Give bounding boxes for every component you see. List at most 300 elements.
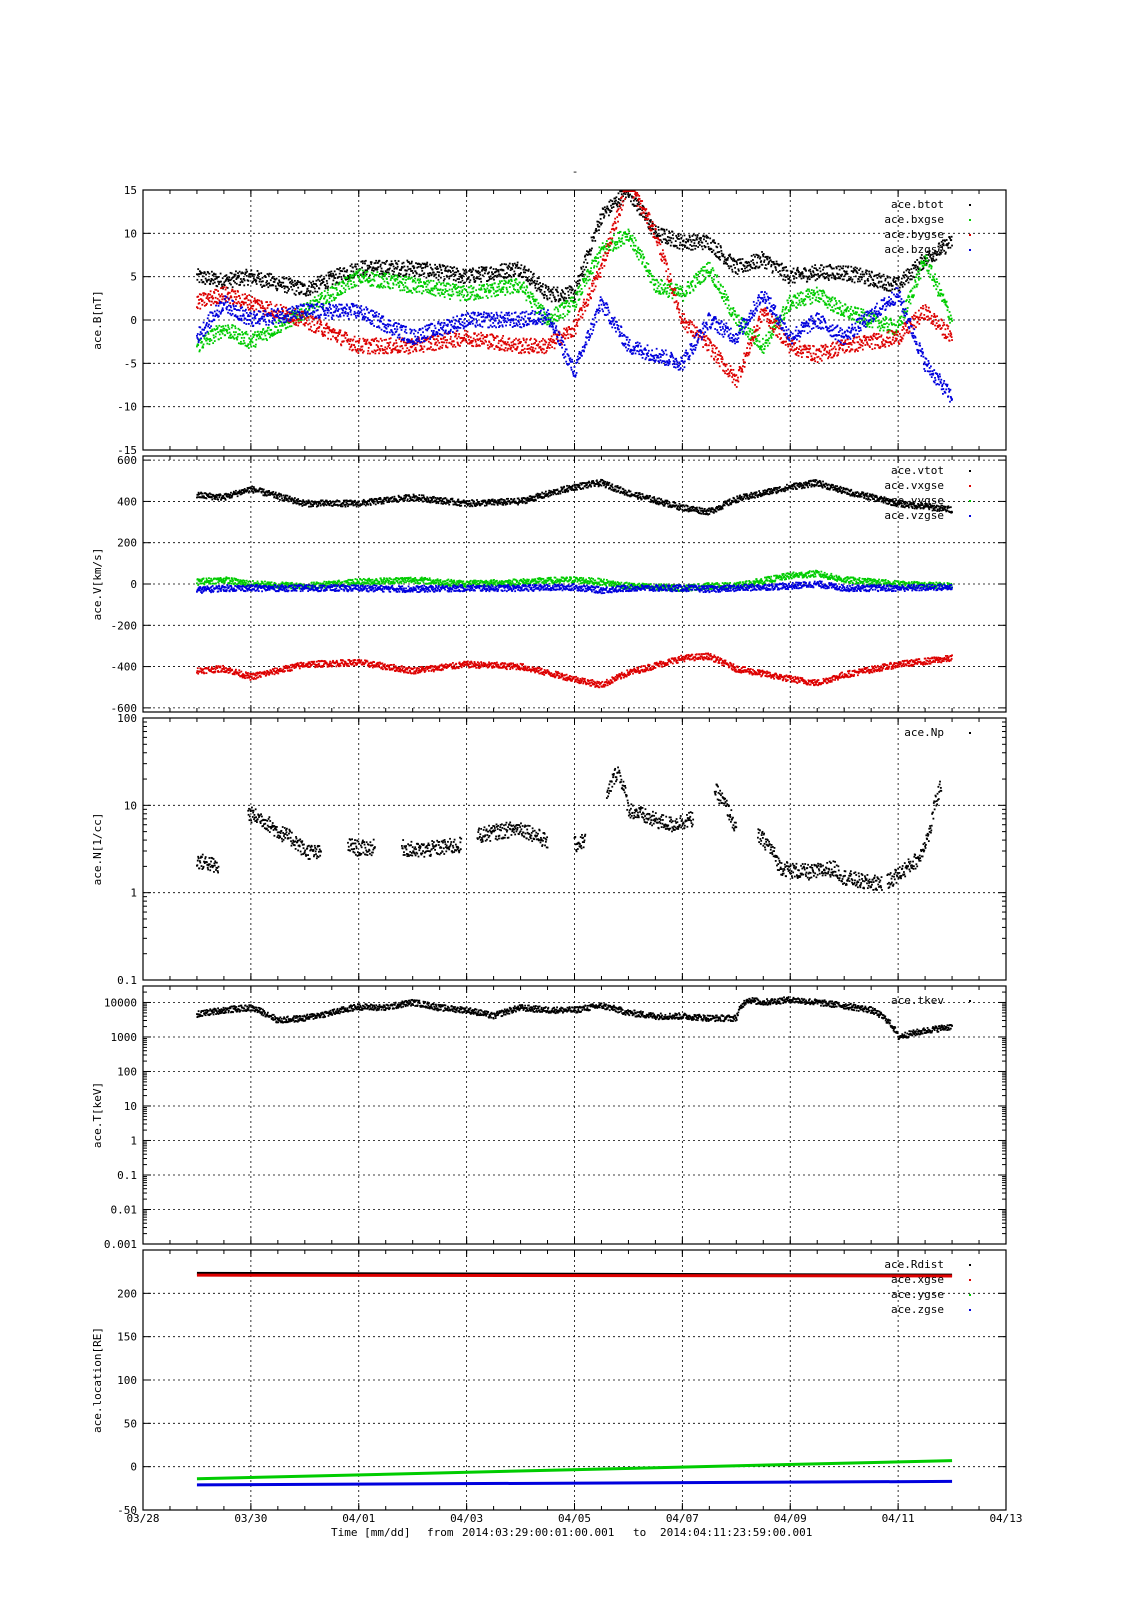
data-point (928, 266, 930, 268)
data-point (789, 282, 791, 284)
data-point (269, 301, 271, 303)
data-point (408, 268, 410, 270)
data-point (234, 296, 236, 298)
data-point (459, 290, 461, 292)
data-point (277, 283, 279, 285)
data-point (244, 293, 246, 295)
data-point (947, 306, 949, 308)
data-point (502, 335, 504, 337)
data-point (275, 321, 277, 323)
data-point (214, 329, 216, 331)
data-point (250, 302, 252, 304)
data-point (287, 312, 289, 314)
data-point (309, 323, 311, 325)
data-point (344, 291, 346, 293)
data-point (695, 245, 697, 247)
data-point (466, 271, 468, 273)
data-point (209, 283, 211, 285)
data-point (523, 338, 525, 340)
data-point (596, 230, 598, 232)
data-point (822, 269, 824, 271)
data-point (277, 288, 279, 290)
data-point (375, 260, 377, 262)
data-point (730, 265, 732, 267)
data-point (577, 314, 579, 316)
data-point (605, 259, 607, 261)
data-point (706, 335, 708, 337)
data-point (576, 322, 578, 324)
data-point (816, 287, 818, 289)
data-point (657, 226, 659, 228)
data-point (680, 322, 682, 324)
data-point (306, 292, 308, 294)
data-point (707, 243, 709, 245)
data-point (379, 350, 381, 352)
data-point (837, 312, 839, 314)
data-point (296, 314, 298, 316)
data-point (711, 269, 713, 271)
data-point (201, 272, 203, 274)
data-point (396, 342, 398, 344)
data-point (325, 295, 327, 297)
data-point (478, 333, 480, 335)
data-point (534, 285, 536, 287)
data-point (551, 346, 553, 348)
data-point (517, 284, 519, 286)
data-point (650, 281, 652, 283)
data-point (520, 341, 522, 343)
data-point (787, 300, 789, 302)
data-point (407, 266, 409, 268)
data-point (301, 291, 303, 293)
data-point (336, 289, 338, 291)
data-point (550, 314, 552, 316)
data-point (509, 263, 511, 265)
data-point (669, 273, 671, 275)
data-point (239, 284, 241, 286)
data-point (308, 285, 310, 287)
data-point (681, 289, 683, 291)
data-point (621, 193, 623, 195)
data-point (430, 288, 432, 290)
data-point (208, 279, 210, 281)
data-point (763, 253, 765, 255)
data-point (896, 284, 898, 286)
data-point (435, 295, 437, 297)
data-point (510, 347, 512, 349)
data-point (638, 201, 640, 203)
data-point (327, 326, 329, 328)
data-point (867, 278, 869, 280)
data-point (404, 351, 406, 353)
data-point (324, 331, 326, 333)
data-point (438, 342, 440, 344)
data-point (764, 345, 766, 347)
data-point (450, 336, 452, 338)
data-point (868, 315, 870, 317)
data-point (264, 285, 266, 287)
data-point (833, 274, 835, 276)
data-point (663, 229, 665, 231)
data-point (230, 334, 232, 336)
data-point (319, 280, 321, 282)
data-point (296, 316, 298, 318)
data-point (206, 343, 208, 345)
data-point (607, 243, 609, 245)
data-point (906, 275, 908, 277)
data-point (589, 287, 591, 289)
data-point (689, 322, 691, 324)
data-point (554, 309, 556, 311)
data-point (587, 280, 589, 282)
data-point (657, 282, 659, 284)
data-point (467, 294, 469, 296)
data-point (839, 277, 841, 279)
data-point (350, 280, 352, 282)
data-point (346, 334, 348, 336)
data-point (622, 201, 624, 203)
data-point (486, 295, 488, 297)
data-point (598, 226, 600, 228)
data-point (829, 298, 831, 300)
data-point (501, 288, 503, 290)
data-point (677, 302, 679, 304)
data-point (796, 297, 798, 299)
data-point (647, 263, 649, 265)
data-point (782, 279, 784, 281)
data-point (241, 337, 243, 339)
data-point (880, 327, 882, 329)
data-point (629, 194, 631, 196)
data-point (352, 286, 354, 288)
data-point (484, 272, 486, 274)
data-point (483, 285, 485, 287)
data-point (767, 259, 769, 261)
data-point (261, 302, 263, 304)
data-point (225, 289, 227, 291)
data-point (423, 346, 425, 348)
data-point (566, 331, 568, 333)
data-point (208, 293, 210, 295)
data-point (247, 307, 249, 309)
data-point (433, 288, 435, 290)
data-point (694, 248, 696, 250)
data-point (445, 285, 447, 287)
data-point (341, 285, 343, 287)
data-point (406, 350, 408, 352)
data-point (818, 277, 820, 279)
data-point (334, 329, 336, 331)
data-point (852, 318, 854, 320)
data-point (222, 277, 224, 279)
data-point (640, 257, 642, 259)
data-point (691, 321, 693, 323)
data-point (556, 307, 558, 309)
data-point (664, 283, 666, 285)
data-point (213, 302, 215, 304)
data-point (820, 298, 822, 300)
data-point (806, 276, 808, 278)
data-point (532, 347, 534, 349)
data-point (878, 320, 880, 322)
data-point (933, 279, 935, 281)
data-point (296, 282, 298, 284)
data-point (838, 300, 840, 302)
data-point (775, 267, 777, 269)
data-point (485, 341, 487, 343)
legend-label: ace.bxgse (884, 213, 944, 226)
data-point (656, 242, 658, 244)
data-point (294, 283, 296, 285)
data-point (351, 344, 353, 346)
data-point (860, 308, 862, 310)
data-point (448, 294, 450, 296)
data-point (287, 290, 289, 292)
data-point (881, 275, 883, 277)
data-point (428, 275, 430, 277)
data-point (666, 263, 668, 265)
data-point (745, 334, 747, 336)
data-point (627, 233, 629, 235)
data-point (694, 327, 696, 329)
data-point (709, 262, 711, 264)
data-point (569, 289, 571, 291)
data-point (574, 309, 576, 311)
data-point (197, 307, 199, 309)
data-point (758, 346, 760, 348)
data-point (647, 213, 649, 215)
data-point (365, 275, 367, 277)
data-point (572, 289, 574, 291)
data-point (704, 266, 706, 268)
data-point (728, 305, 730, 307)
data-point (376, 340, 378, 342)
data-point (485, 269, 487, 271)
data-point (414, 278, 416, 280)
data-point (338, 276, 340, 278)
data-point (327, 292, 329, 294)
data-point (725, 303, 727, 305)
data-point (688, 239, 690, 241)
data-point (289, 278, 291, 280)
data-point (886, 317, 888, 319)
data-point (285, 327, 287, 329)
data-point (379, 260, 381, 262)
data-point (774, 263, 776, 265)
data-point (676, 306, 678, 308)
data-point (226, 329, 228, 331)
data-point (701, 270, 703, 272)
data-point (761, 251, 763, 253)
data-point (840, 302, 842, 304)
data-point (802, 292, 804, 294)
data-point (798, 300, 800, 302)
data-point (311, 321, 313, 323)
data-point (741, 268, 743, 270)
data-point (347, 283, 349, 285)
data-point (599, 268, 601, 270)
data-point (704, 236, 706, 238)
data-point (842, 305, 844, 307)
data-point (630, 200, 632, 202)
data-point (585, 302, 587, 304)
data-point (246, 297, 248, 299)
data-point (610, 199, 612, 201)
data-point (437, 271, 439, 273)
data-point (602, 208, 604, 210)
data-point (606, 255, 608, 257)
data-point (690, 249, 692, 251)
data-point (507, 348, 509, 350)
data-point (352, 267, 354, 269)
data-point (330, 287, 332, 289)
data-point (634, 249, 636, 251)
data-point (691, 323, 693, 325)
data-point (765, 256, 767, 258)
data-point (659, 283, 661, 285)
data-point (502, 288, 504, 290)
data-point (690, 239, 692, 241)
data-point (262, 280, 264, 282)
data-point (321, 324, 323, 326)
data-point (867, 280, 869, 282)
data-point (367, 265, 369, 267)
data-point (538, 351, 540, 353)
data-point (890, 283, 892, 285)
data-point (832, 296, 834, 298)
data-point (649, 213, 651, 215)
data-point (246, 271, 248, 273)
data-point (305, 295, 307, 297)
data-point (551, 316, 553, 318)
data-point (701, 281, 703, 283)
data-point (455, 346, 457, 348)
data-point (937, 295, 939, 297)
data-point (458, 336, 460, 338)
data-point (617, 241, 619, 243)
data-point (540, 291, 542, 293)
data-point (461, 277, 463, 279)
data-point (803, 300, 805, 302)
data-point (567, 314, 569, 316)
data-point (825, 304, 827, 306)
data-point (900, 324, 902, 326)
data-point (746, 266, 748, 268)
data-point (612, 225, 614, 227)
data-point (228, 328, 230, 330)
data-point (562, 292, 564, 294)
data-point (372, 273, 374, 275)
data-point (857, 272, 859, 274)
data-point (465, 338, 467, 340)
data-point (205, 278, 207, 280)
data-point (593, 267, 595, 269)
data-point (874, 315, 876, 317)
data-point (671, 283, 673, 285)
data-point (530, 346, 532, 348)
data-point (499, 274, 501, 276)
data-point (350, 345, 352, 347)
data-point (499, 282, 501, 284)
data-point (530, 280, 532, 282)
data-point (628, 196, 630, 198)
data-point (212, 283, 214, 285)
data-point (781, 275, 783, 277)
data-point (257, 299, 259, 301)
data-point (326, 282, 328, 284)
data-point (767, 256, 769, 258)
data-point (220, 273, 222, 275)
data-point (679, 244, 681, 246)
data-point (511, 279, 513, 281)
data-point (590, 270, 592, 272)
data-point (386, 348, 388, 350)
data-point (443, 342, 445, 344)
data-point (324, 290, 326, 292)
data-point (352, 339, 354, 341)
data-point (287, 287, 289, 289)
data-point (936, 281, 938, 283)
data-point (522, 291, 524, 293)
data-point (210, 290, 212, 292)
data-point (534, 299, 536, 301)
data-point (840, 310, 842, 312)
data-point (357, 340, 359, 342)
data-point (524, 351, 526, 353)
data-point (384, 346, 386, 348)
data-point (573, 321, 575, 323)
data-point (429, 264, 431, 266)
data-point (831, 277, 833, 279)
data-point (664, 289, 666, 291)
data-point (358, 340, 360, 342)
data-point (574, 325, 576, 327)
data-point (254, 274, 256, 276)
data-point (436, 266, 438, 268)
data-point (606, 240, 608, 242)
data-point (882, 287, 884, 289)
data-point (406, 273, 408, 275)
data-point (683, 313, 685, 315)
data-point (564, 297, 566, 299)
data-point (783, 314, 785, 316)
data-point (238, 342, 240, 344)
data-point (701, 246, 703, 248)
data-point (751, 333, 753, 335)
data-point (449, 289, 451, 291)
data-point (535, 340, 537, 342)
data-point (296, 290, 298, 292)
data-point (890, 290, 892, 292)
data-point (543, 348, 545, 350)
data-point (340, 344, 342, 346)
data-point (553, 334, 555, 336)
data-point (269, 336, 271, 338)
data-point (356, 268, 358, 270)
data-point (935, 288, 937, 290)
data-point (225, 325, 227, 327)
data-point (539, 282, 541, 284)
data-point (317, 321, 319, 323)
data-point (663, 238, 665, 240)
data-point (872, 326, 874, 328)
data-point (318, 330, 320, 332)
data-point (808, 275, 810, 277)
data-point (438, 335, 440, 337)
data-point (200, 294, 202, 296)
data-point (908, 269, 910, 271)
data-point (917, 270, 919, 272)
